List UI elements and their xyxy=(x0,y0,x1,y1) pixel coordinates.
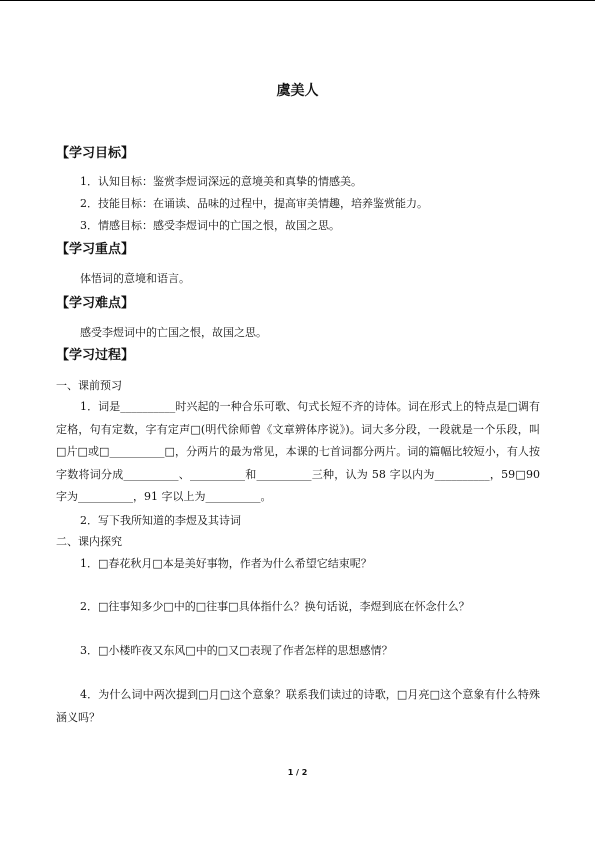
keypoint-text: 体悟词的意境和语言。 xyxy=(80,272,190,285)
goal-item-3: 3．情感目标：感受李煜词中的亡国之恨，故国之思。 xyxy=(80,219,340,232)
question-1-paragraph: 1．词是__________时兴起的一种合乐可歌、句式长短不齐的诗体。词在形式上的特点是□调有定格，句有定数，字有定声□(明代徐师曾《文章辨体序说》)。词大多分段，一段就是一个乐段，叫□片□或□__________□，分两片的最为常见，本课的七首词都分两片。词的篇幅比较短小，有人按字数将词分成__________、__________和__________三种，认为 58 字以内为__________，59□90 字为__________，91 字以上为__________。 xyxy=(56,400,540,503)
goal-item-2: 2．技能目标：在诵读、品味的过程中，提高审美情趣，培养鉴赏能力。 xyxy=(80,197,428,210)
section-preview: 一、课前预习 xyxy=(56,379,122,392)
inquiry-question-2: 2．□往事知多少□中的□往事□具体指什么？换句话说，李煜到底在怀念什么？ xyxy=(80,600,470,613)
heading-difficulty: 【学习难点】 xyxy=(56,296,135,311)
goal-item-1: 1．认知目标：鉴赏李煜词深远的意境美和真挚的情感美。 xyxy=(80,175,362,188)
page-number: 1 / 2 xyxy=(287,768,308,777)
inquiry-question-3: 3．□小楼昨夜又东风□中的□又□表现了作者怎样的思想感情？ xyxy=(80,644,393,657)
inquiry-question-4: 4．为什么词中两次提到□月□这个意象？联系我们读过的诗歌，□月亮□这个意象有什么特殊涵义吗？ xyxy=(56,688,540,724)
heading-keypoint: 【学习重点】 xyxy=(56,242,135,257)
heading-process: 【学习过程】 xyxy=(56,348,135,363)
page-title: 虞美人 xyxy=(276,83,319,99)
question-2: 2．写下我所知道的李煜及其诗词 xyxy=(80,514,241,527)
section-inquiry: 二、课内探究 xyxy=(56,535,122,548)
heading-goals: 【学习目标】 xyxy=(56,146,135,161)
difficulty-text: 感受李煜词中的亡国之恨，故国之思。 xyxy=(80,326,267,339)
page-top-rule xyxy=(0,0,595,1)
inquiry-question-1: 1．□春花秋月□本是美好事物，作者为什么希望它结束呢？ xyxy=(80,557,372,570)
